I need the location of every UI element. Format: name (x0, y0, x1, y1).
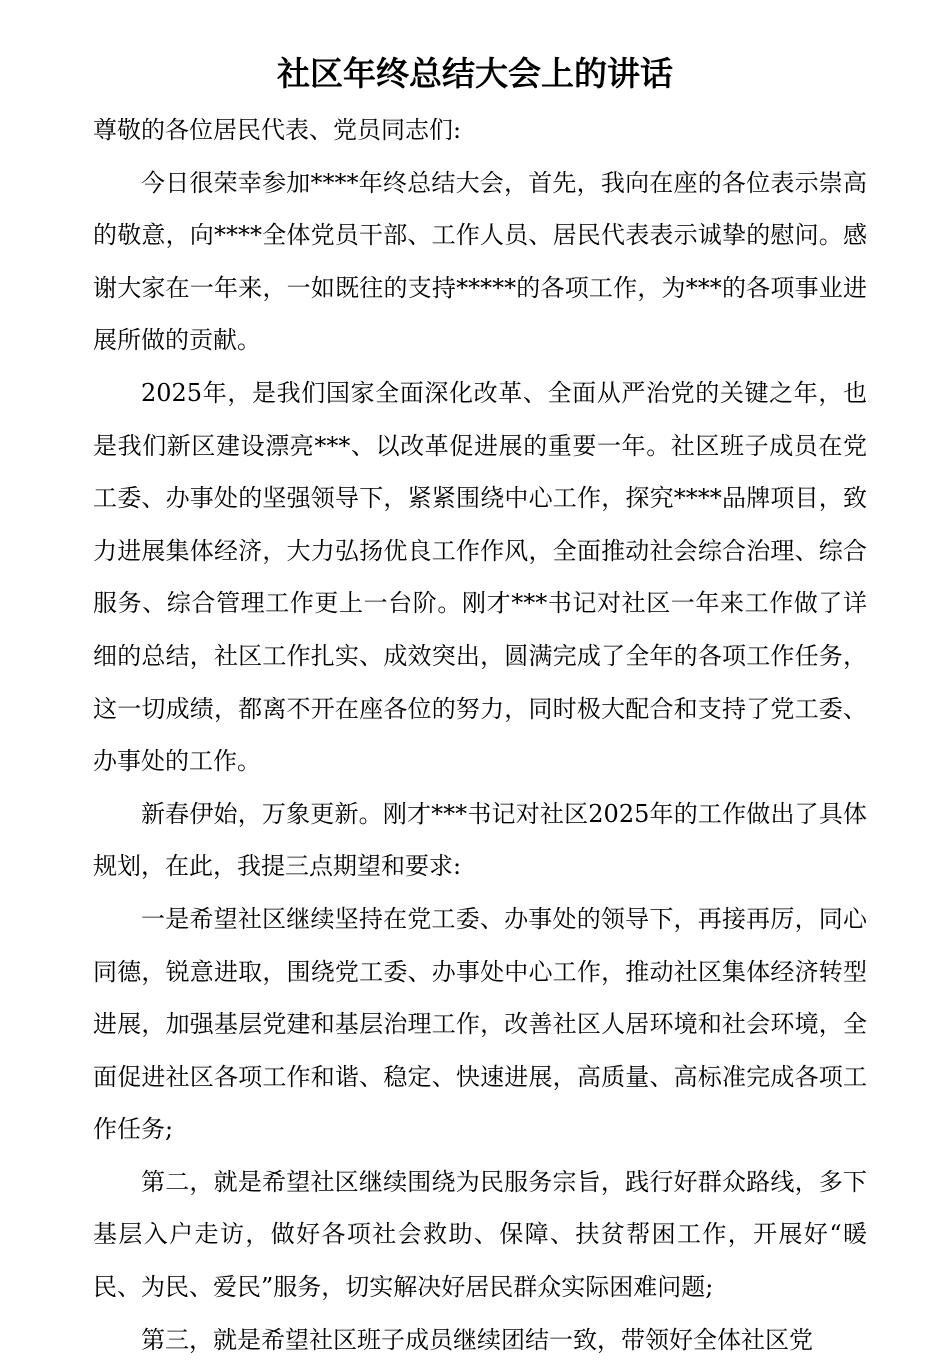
paragraph-request-two: 第二，就是希望社区继续围绕为民服务宗旨，践行好群众路线，多下基层入户走访，做好各项社会救助、保障、扶贫帮困工作，开展好“暖民、为民、爱民”服务，切实解决好居民群众实际困难问题; (93, 1167, 867, 1302)
paragraph-request-one: 一是希望社区继续坚持在党工委、办事处的领导下，再接再厉，同心同德，锐意进取，围绕党工委、办事处中心工作，推动社区集体经济转型进展，加强基层党建和基层治理工作，改善社区人居环境和社会环境，全面促进社区各项工作和谐、稳定、快速进展，高质量、高标准完成各项工作任务; (93, 904, 867, 1144)
salutation: 尊敬的各位居民代表、党员同志们: (93, 116, 462, 144)
paragraph-year-review: 2025年，是我们国家全面深化改革、全面从严治党的关键之年，也是我们新区建设漂亮***、以改革促进展的重要一年。社区班子成员在党工委、办事处的坚强领导下，紧紧围绕中心工作，探究****品牌项目，致力进展集体经济，大力弘扬优良工作作风，全面推动社会综合治理、综合服务、综合管理工作更上一台阶。刚才***书记对社区一年来工作做了详细的总结，社区工作扎实、成效突出，圆满完成了全年的各项工作任务，这一切成绩，都离不开在座各位的努力，同时极大配合和支持了党工委、办事处的工作。 (93, 378, 867, 776)
paragraph-opening: 今日很荣幸参加****年终总结大会，首先，我向在座的各位表示崇高的敬意，向****全体党员干部、工作人员、居民代表表示诚挚的慰问。感谢大家在一年来，一如既往的支持*****的各项工作，为***的各项事业进展所做的贡献。 (93, 168, 867, 355)
document-body (93, 104, 867, 1366)
paragraph-request-three: 第三，就是希望社区班子成员继续团结一致，带领好全体社区党 (141, 1325, 813, 1354)
paragraph-new-year: 新春伊始，万象更新。刚才***书记对社区2025年的工作做出了具体规划，在此，我提三点期望和要求: (93, 799, 867, 881)
document-title: 社区年终总结大会上的讲话 (277, 54, 673, 93)
